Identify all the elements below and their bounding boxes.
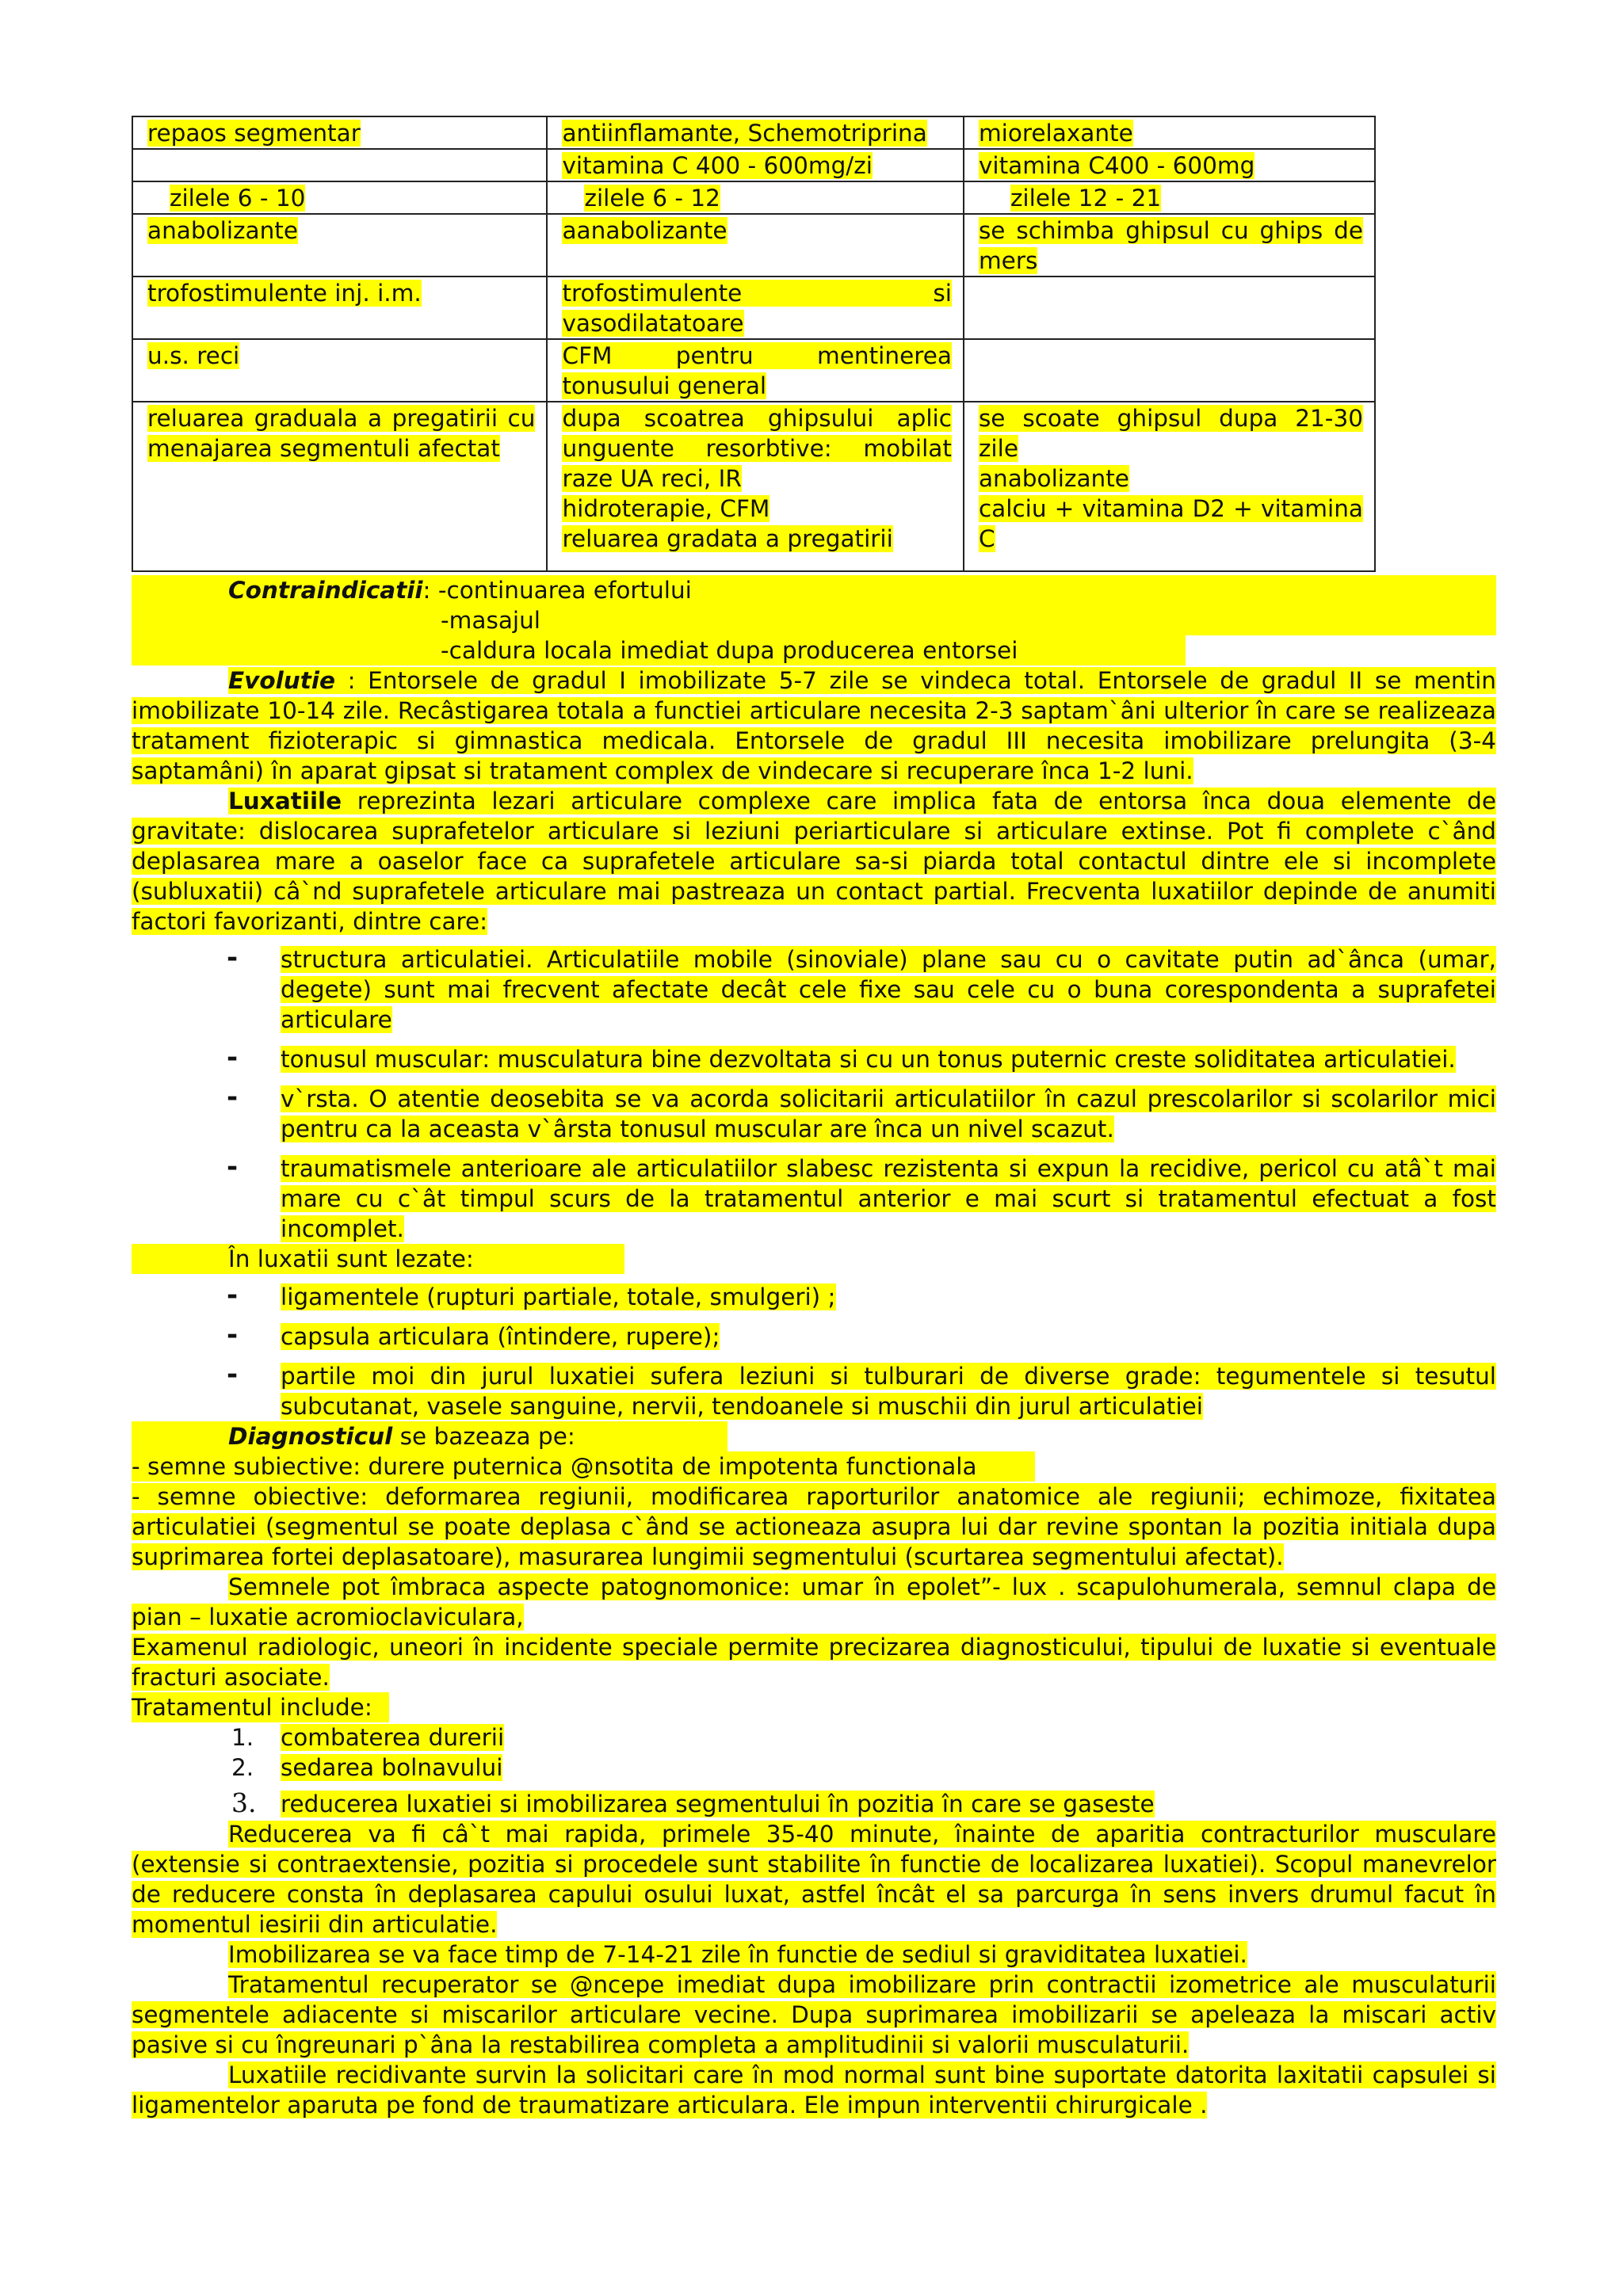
- table-cell: zilele 6 - 10: [132, 181, 547, 214]
- tratament-paragraph: Tratamentul recuperator se @ncepe imediat dupa imobilizare prin contractii izometrice ale musculaturii segmentele adiacente si miscarilor articulare vecine. Dupa suprimarea imobilizarii se apeleaza la miscari activ pasive si cu îngreunari p`âna la restabilirea completa a amplitudinii si valorii musculaturii.: [132, 1971, 1496, 2058]
- list-item: - tonusul muscular: musculatura bine dezvoltata si cu un tonus puternic creste soliditatea articulatiei.: [227, 1042, 1456, 1074]
- table-cell: vitamina C 400 - 600mg/zi: [547, 149, 963, 181]
- table-row: [132, 339, 1375, 402]
- table-cell: repaos segmentar: [132, 116, 547, 149]
- table-cell: miorelaxante: [964, 116, 1375, 149]
- tratament-paragraph: Imobilizarea se va face timp de 7-14-21 zile în functie de sediul si graviditatea luxatiei.: [228, 1941, 1247, 1968]
- table-row: [132, 149, 1375, 181]
- tratament-steps: [132, 1722, 1496, 1819]
- list-item: - v`rsta. O atentie deosebita se va acorda solicitarii articulatiilor în cazul prescolarilor si scolarilor mici pentru ca la aceasta v`ârsta tonusul muscular are înca un nivel scazut.: [227, 1081, 1496, 1142]
- list-item: - structura articulatiei. Articulatiile mobile (sinoviale) plane sau cu o cavitate putin ad`ânca (umar, degete) sunt mai frecvent afectate decât cele fixe sau cele cu o buna corespondenta a suprafetei articulare: [227, 942, 1496, 1033]
- lezate-intro: În luxatii sunt lezate:: [132, 1244, 624, 1274]
- list-item: - capsula articulara (întindere, rupere);: [227, 1319, 720, 1351]
- diagnostic-semne: Semnele pot îmbraca aspecte patognomonice: umar în epolet”- lux . scapulohumerala, semnul clapa de pian – luxatie acromioclaviculara,: [132, 1573, 1496, 1630]
- table-cell: trofostimulente inj. i.m.: [132, 277, 547, 339]
- table-row: [132, 402, 1375, 571]
- table-cell: u.s. reci: [132, 339, 547, 402]
- list-item: - ligamentele (rupturi partiale, totale, smulgeri) ;: [227, 1280, 836, 1311]
- table-cell: antiinflamante, Schemotriprina: [547, 116, 963, 149]
- table-cell: [964, 339, 1375, 402]
- table-cell: [964, 277, 1375, 339]
- contraindicatii-item: -caldura locala imediat dupa producerea entorsei: [441, 637, 1018, 664]
- tratament-paragraph: Luxatiile recidivante survin la solicitari care în mod normal sunt bine suportate datorita laxitatii capsulei si ligamentelor aparuta pe fond de traumatizare articulara. Ele impun interventii chirurgicale .: [132, 2061, 1496, 2119]
- luxatiile-paragraph: Luxatiile reprezinta lezari articulare complexe care implica fata de entorsa înca doua elemente de gravitate: dislocarea suprafetelor articulare si leziuni periarticulare si articulare extinse. Pot fi complete c`ând deplasarea mare a oaselor face ca suprafetele articulare sa-si piarda total contactul dintre ele si incomplete (subluxatii) câ`nd suprafetele articulare mai pastreaza un contact partial. Frecventa luxatiilor depinde de anumiti factori favorizanti, dintre care:: [132, 788, 1496, 935]
- contraindicatii-section: Contraindicatii: -continuarea efortului -masajul -caldura locala imediat dupa producerea entorsei Evolutie : Entorsele de gradul I imobilizate 5-7 zile se vindeca total. Entorsele de gradul II se mentin imobilizate 10-14 zile. Recâstigarea totala a functiei articulare necesita 2-3 saptam`âni ulterior în care se realizeaza tratament fizioterapic si gimnastica medicala. Entorsele de gradul III necesita imobilizare prelungita (3-4 saptamâni) în aparat gipsat si tratament complex de vindecare si recuperare înca 1-2 luni. Luxatiile reprezinta lezari articulare complexe care implica fata de entorsa înca doua elemente de gravitate: dislocarea suprafetelor articulare si leziuni periarticulare si articulare extinse. Pot fi complete c`ând deplasarea mare a oaselor face ca suprafetele articulare sa-si piarda total contactul dintre ele si incomplete (subluxatii) câ`nd suprafetele articulare mai pastreaza un contact partial. Frecventa luxatiilor depinde de anumiti factori favorizanti, dintre care: - structura articulatiei. Articulatiile mobile (sinoviale) plane sau cu o cavitate putin ad`ânca (umar, degete) sunt mai frecvent afectate decât cele fixe sau cele cu o buna corespondenta a suprafetei articulare - tonusul muscular: musculatura bine dezvoltata si cu un tonus puternic creste soliditatea articulatiei. - v`rsta. O atentie deosebita se va acorda solicitarii articulatiilor în cazul prescolarilor si scolarilor mici pentru ca la aceasta v`ârsta tonusul muscular are înca un nivel scazut. - traumatismele anterioare ale articulatiilor slabesc rezistenta si expun la recidive, pericol cu atâ`t mai mare cu c`ât timpul scurs de la tratamentul anterior e mai scurt si tratamentul efectuat a fost incomplet. În luxatii sunt lezate: - ligamentele (rupturi partiale, totale, smulgeri) ; - capsula articulara (întindere, rupere); - partile moi din jurul luxatiei sufera leziuni si tulburari de diverse grade: tegumentele si tesutul subcutanat, vasele sanguine, nervii, tendoanele si muschii din jurul articulatiei Diagnosticul se bazeaza pe: - semne subiective: durere puternica @nsotita de impotenta functionala - semne obiective: deformarea regiunii, modificarea raporturilor anatomice ale regiunii; echimoze, fixitatea articulatiei (segmentul se poate deplasa c`ând se actioneaza asupra lui dar revine spontan la pozitia initiala dupa suprimarea fortei deplasatoare), masurarea lungimii segmentului (scurtarea segmentului afectat). Semnele pot îmbraca aspecte patognomonice: umar în epolet”- lux . scapulohumerala, semnul clapa de pian – luxatie acromioclaviculara, Examenul radiologic, uneori în incidente speciale permite precizarea diagnosticului, tipului de luxatie si eventuale fracturi asociate. Tratamentul include: 1. combaterea durerii 2. sedarea bolnavului 3. reducerea luxatiei si imobilizarea segmentului în pozitia în care se gaseste Reducerea va fi câ`t mai rapida, primele 35-40 minute, înainte de aparitia contracturilor musculare (extensie si contraextensie, pozitia si procedele sunt stabilite în functie de localizarea luxatiei). Scopul manevrelor de reducere consta în deplasarea capului osului luxat, astfel încât el sa parcurga în sens invers drumul facut în momentul iesirii din articulatie. Imobilizarea se va face timp de 7-14-21 zile în functie de sediul si graviditatea luxatiei. Tratamentul recuperator se @ncepe imediat dupa imobilizare prin contractii izometrice ale musculaturii segmentele adiacente si miscarilor articulare vecine. Dupa suprimarea imobilizarii se apeleaza la miscari activ pasive si cu îngreunari p`âna la restabilirea completa a amplitudinii si valorii musculaturii. Luxatiile recidivante survin la solicitari care în mod normal sunt bine suportate datorita laxitatii capsulei si ligamentelor aparuta pe fond de traumatizare articulara. Ele impun interventii chirurgicale .: [132, 577, 1496, 2119]
- table-row: [132, 277, 1375, 339]
- table-row: [132, 181, 1375, 214]
- contraindicatii-item: -continuarea efortului: [437, 577, 692, 604]
- table-cell: reluarea graduala a pregatirii cu menajarea segmentuli afectat: [132, 402, 547, 571]
- table-cell: zilele 6 - 12: [547, 181, 963, 214]
- diagnostic-heading: Diagnosticul se bazeaza pe:: [132, 1421, 727, 1451]
- diagnostic-obiective: - semne obiective: deformarea regiunii, modificarea raporturilor anatomice ale regiunii; echimoze, fixitatea articulatiei (segmentul se poate deplasa c`ând se actioneaza asupra lui dar revine spontan la pozitia initiala dupa suprimarea fortei deplasatoare), masurarea lungimii segmentului (scurtarea segmentului afectat).: [132, 1483, 1496, 1570]
- factors-list: [132, 944, 1496, 1244]
- lezate-list: [132, 1282, 1496, 1421]
- table-cell: CFM pentru mentinerea tonusului general: [547, 339, 963, 402]
- list-item: - traumatismele anterioare ale articulatiilor slabesc rezistenta si expun la recidive, pericol cu atâ`t mai mare cu c`ât timpul scurs de la tratamentul anterior e mai scurt si tratamentul efectuat a fost incomplet.: [227, 1151, 1496, 1242]
- table-cell: trofostimulente si vasodilatatoare: [547, 277, 963, 339]
- table-cell: se schimba ghipsul cu ghips de mers: [964, 214, 1375, 277]
- contraindicatii-title: Contraindicatii: [228, 577, 423, 604]
- tratament-intro: Tratamentul include:: [132, 1692, 389, 1722]
- table-cell: anabolizante: [132, 214, 547, 277]
- treatment-table: [132, 116, 1376, 572]
- tratament-paragraph: Reducerea va fi câ`t mai rapida, primele 35-40 minute, înainte de aparitia contracturilor musculare (extensie si contraextensie, pozitia si procedele sunt stabilite în functie de localizarea luxatiei). Scopul manevrelor de reducere consta în deplasarea capului osului luxat, astfel încât el sa parcurga în sens invers drumul facut în momentul iesirii din articulatie.: [132, 1821, 1496, 1938]
- table-cell: zilele 12 - 21: [964, 181, 1375, 214]
- list-item: - partile moi din jurul luxatiei sufera leziuni si tulburari de diverse grade: tegumentele si tesutul subcutanat, vasele sanguine, nervii, tendoanele si muschii din jurul articulatiei: [227, 1359, 1496, 1420]
- diagnostic-radiologic: Examenul radiologic, uneori în incidente speciale permite precizarea diagnosticului, tipului de luxatie si eventuale fracturi asociate.: [132, 1634, 1496, 1691]
- table-row: [132, 116, 1375, 149]
- list-item: 3. reducerea luxatiei si imobilizarea segmentului în pozitia în care se gaseste: [231, 1787, 1155, 1818]
- table-cell: aanabolizante: [547, 214, 963, 277]
- table-cell: dupa scoatrea ghipsului aplic unguente resorbtive: mobilat raze UA reci, IR hidroterapie, CFM reluarea gradata a pregatirii: [547, 402, 963, 571]
- table-cell: vitamina C400 - 600mg: [964, 149, 1375, 181]
- list-item: 2. sedarea bolnavului: [231, 1754, 503, 1781]
- diagnostic-subiective: - semne subiective: durere puternica @nsotita de impotenta functionala: [132, 1451, 1035, 1482]
- table-cell: [132, 149, 547, 181]
- table-cell: se scoate ghipsul dupa 21-30 zile anabolizante calciu + vitamina D2 + vitamina C: [964, 402, 1375, 571]
- table-row: [132, 214, 1375, 277]
- list-item: 1. combaterea durerii: [231, 1724, 505, 1751]
- evolutie-paragraph: Evolutie : Entorsele de gradul I imobilizate 5-7 zile se vindeca total. Entorsele de gradul II se mentin imobilizate 10-14 zile. Recâstigarea totala a functiei articulare necesita 2-3 saptam`âni ulterior în care se realizeaza tratament fizioterapic si gimnastica medicala. Entorsele de gradul III necesita imobilizare prelungita (3-4 saptamâni) în aparat gipsat si tratament complex de vindecare si recuperare înca 1-2 luni.: [132, 667, 1496, 784]
- contraindicatii-item: -masajul: [441, 607, 540, 634]
